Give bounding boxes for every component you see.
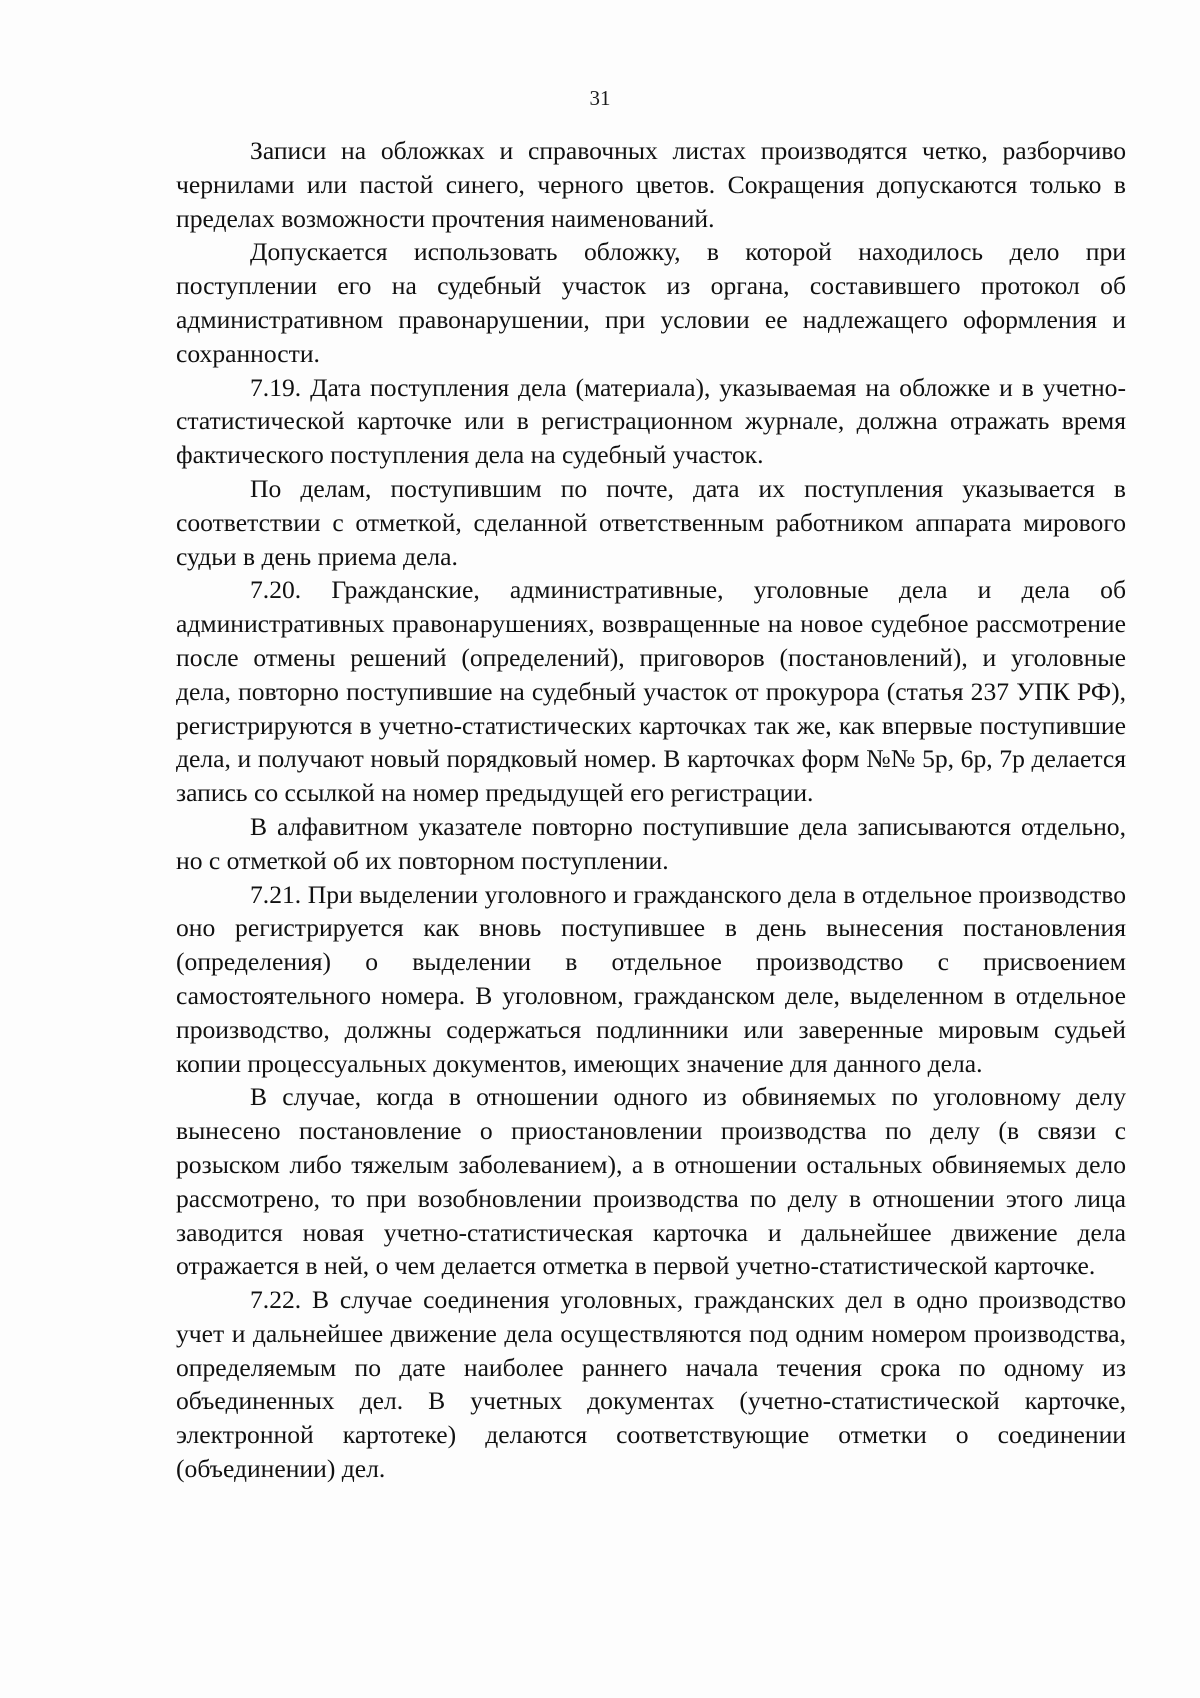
paragraph-7-20: 7.20. Гражданские, административные, уголовные дела и дела об административных правонарушениях, возвращенные на новое судебное рассмотрение после отмены решений (определений), приговоров (постановлений), и уголовные дела, повторно поступившие на судебный участок от прокурора (статья 237 УПК РФ), регистрируются в учетно-статистических карточках так же, как впервые поступившие дела, и получают новый порядковый номер. В карточках форм №№ 5р, 6р, 7р делается запись со ссылкой на номер предыдущей его регистрации. <box>176 575 1126 808</box>
paragraph-7-21: 7.21. При выделении уголовного и гражданского дела в отдельное производство оно регистрируется как вновь поступившее в день вынесения постановления (определения) о выделении в отдельное производство с присвоением самостоятельного номера. В уголовном, гражданском деле, выделенном в отдельное производство, должны содержаться подлинники или заверенные мировым судьей копии процессуальных документов, имеющих значение для данного дела. <box>176 879 1126 1078</box>
paragraph-7-22: 7.22. В случае соединения уголовных, гражданских дел в одно производство учет и дальнейшее движение дела осуществляются под одним номером производства, определяемым по дате наиболее раннего начала течения срока по одному из объединенных дел. В учетных документах (учетно-статистической карточке, электронной картотеке) делаются соответствующие отметки о соединении (объединении) дел. <box>176 1285 1126 1484</box>
paragraph-suspended-proceedings: В случае, когда в отношении одного из обвиняемых по уголовному делу вынесено постановление о приостановлении производства по делу (в связи с розыском либо тяжелым заболеванием), а в отношении остальных обвиняемых дело рассмотрено, то при возобновлении производства по делу в отношении этого лица заводится новая учетно-статистическая карточка и дальнейшее движение дела отражается в ней, о чем делается отметка в первой учетно-статистической карточке. <box>176 1082 1126 1281</box>
paragraph-records-on-covers: Записи на обложках и справочных листах производятся четко, разборчиво чернилами или пастой синего, черного цветов. Сокращения допускаются только в пределах возможности прочтения наименований. <box>176 136 1126 233</box>
paragraph-7-19: 7.19. Дата поступления дела (материала), указываемая на обложке и в учетно-статистической карточке или в регистрационном журнале, должна отражать время фактического поступления дела на судебный участок. <box>176 372 1126 470</box>
paragraph-mail-receipt: По делам, поступившим по почте, дата их поступления указывается в соответствии с отметкой, сделанной ответственным работником аппарата мирового судьи в день приема дела. <box>176 473 1126 571</box>
page-number: 31 <box>589 86 611 110</box>
paragraph-alphabetical-index: В алфавитном указателе повторно поступившие дела записываются отдельно, но с отметкой об их повторном поступлении. <box>176 811 1126 875</box>
paragraph-cover-reuse: Допускается использовать обложку, в которой находилось дело при поступлении его на судебный участок из органа, составившего протокол об административном правонарушении, при условии ее надлежащего оформления и сохранности. <box>176 237 1126 368</box>
document-body <box>176 134 1126 1486</box>
